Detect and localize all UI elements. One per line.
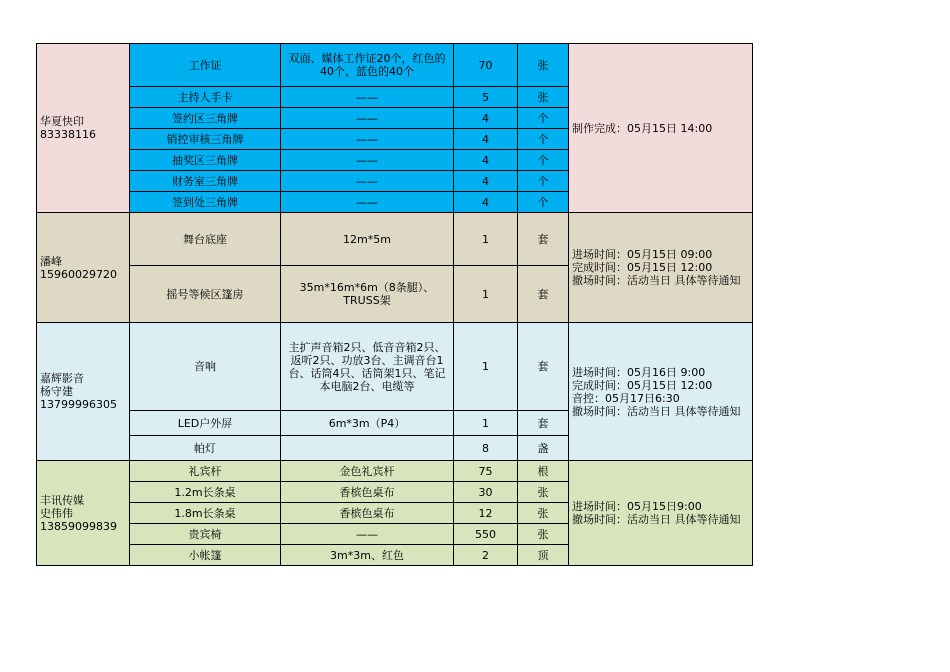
qty-cell: 4 (454, 192, 518, 213)
note-cell: 进场时间：05月15日9:00 撤场时间：活动当日 具体等待通知 (569, 461, 753, 566)
unit-cell: 盏 (518, 436, 569, 461)
item-cell: 财务室三角牌 (130, 171, 281, 192)
note-cell: 制作完成：05月15日 14:00 (569, 44, 753, 213)
qty-cell: 4 (454, 150, 518, 171)
spec-cell: 双面、媒体工作证20个，红色的40个，蓝色的40个 (281, 44, 454, 87)
qty-cell: 1 (454, 411, 518, 436)
qty-cell: 12 (454, 503, 518, 524)
qty-cell: 1 (454, 266, 518, 323)
item-cell: 舞台底座 (130, 213, 281, 266)
table-row (37, 44, 753, 87)
unit-cell: 个 (518, 192, 569, 213)
spec-cell: 12m*5m (281, 213, 454, 266)
spec-cell: 3m*3m、红色 (281, 545, 454, 566)
qty-cell: 70 (454, 44, 518, 87)
qty-cell: 1 (454, 213, 518, 266)
qty-cell: 8 (454, 436, 518, 461)
note-cell: 进场时间：05月15日 09:00 完成时间：05月15日 12:00 撤场时间：活动当日 具体等待通知 (569, 213, 753, 323)
unit-cell: 张 (518, 503, 569, 524)
item-cell: 音响 (130, 323, 281, 411)
item-cell: 1.2m长条桌 (130, 482, 281, 503)
spec-cell: —— (281, 150, 454, 171)
vendor-cell: 嘉辉影音 杨守建 13799996305 (37, 323, 130, 461)
spec-cell: 香槟色桌布 (281, 503, 454, 524)
unit-cell: 个 (518, 150, 569, 171)
spec-cell (281, 436, 454, 461)
unit-cell: 张 (518, 44, 569, 87)
item-cell: 工作证 (130, 44, 281, 87)
unit-cell: 套 (518, 213, 569, 266)
spec-cell: —— (281, 87, 454, 108)
qty-cell: 550 (454, 524, 518, 545)
spec-cell: —— (281, 171, 454, 192)
unit-cell: 套 (518, 411, 569, 436)
item-cell: 主持人手卡 (130, 87, 281, 108)
item-cell: 抽奖区三角牌 (130, 150, 281, 171)
spec-cell: —— (281, 129, 454, 150)
unit-cell: 张 (518, 524, 569, 545)
item-cell: 1.8m长条桌 (130, 503, 281, 524)
item-cell: 销控审核三角牌 (130, 129, 281, 150)
item-cell: 帕灯 (130, 436, 281, 461)
vendor-cell: 丰讯传媒 史伟伟 13859099839 (37, 461, 130, 566)
table-row (37, 461, 753, 482)
unit-cell: 张 (518, 482, 569, 503)
vendor-cell: 潘峰 15960029720 (37, 213, 130, 323)
qty-cell: 5 (454, 87, 518, 108)
schedule-table (36, 43, 753, 566)
note-cell: 进场时间：05月16日 9:00 完成时间：05月15日 12:00 音控：05月17日6:30 撤场时间：活动当日 具体等待通知 (569, 323, 753, 461)
unit-cell: 套 (518, 266, 569, 323)
unit-cell: 个 (518, 129, 569, 150)
unit-cell: 套 (518, 323, 569, 411)
spec-cell: 金色礼宾杆 (281, 461, 454, 482)
qty-cell: 4 (454, 129, 518, 150)
qty-cell: 2 (454, 545, 518, 566)
unit-cell: 个 (518, 171, 569, 192)
unit-cell: 张 (518, 87, 569, 108)
spec-cell: 香槟色桌布 (281, 482, 454, 503)
spec-cell: —— (281, 108, 454, 129)
qty-cell: 4 (454, 171, 518, 192)
spec-cell: —— (281, 524, 454, 545)
item-cell: 签到处三角牌 (130, 192, 281, 213)
unit-cell: 根 (518, 461, 569, 482)
item-cell: 小帐篷 (130, 545, 281, 566)
spec-cell: 主扩声音箱2只、低音音箱2只、返听2只、功放3台、主调音台1台、话筒4只、话筒架1只、笔记本电脑2台、电缆等 (281, 323, 454, 411)
qty-cell: 75 (454, 461, 518, 482)
unit-cell: 个 (518, 108, 569, 129)
qty-cell: 4 (454, 108, 518, 129)
item-cell: 礼宾杆 (130, 461, 281, 482)
qty-cell: 1 (454, 323, 518, 411)
spec-cell: 6m*3m（P4） (281, 411, 454, 436)
unit-cell: 顶 (518, 545, 569, 566)
table-row (37, 323, 753, 411)
qty-cell: 30 (454, 482, 518, 503)
spec-cell: 35m*16m*6m（8条腿）、TRUSS架 (281, 266, 454, 323)
table-row (37, 213, 753, 266)
vendor-cell: 华夏快印 83338116 (37, 44, 130, 213)
item-cell: 摇号等候区篷房 (130, 266, 281, 323)
item-cell: 签约区三角牌 (130, 108, 281, 129)
item-cell: LED户外屏 (130, 411, 281, 436)
item-cell: 贵宾椅 (130, 524, 281, 545)
spec-cell: —— (281, 192, 454, 213)
